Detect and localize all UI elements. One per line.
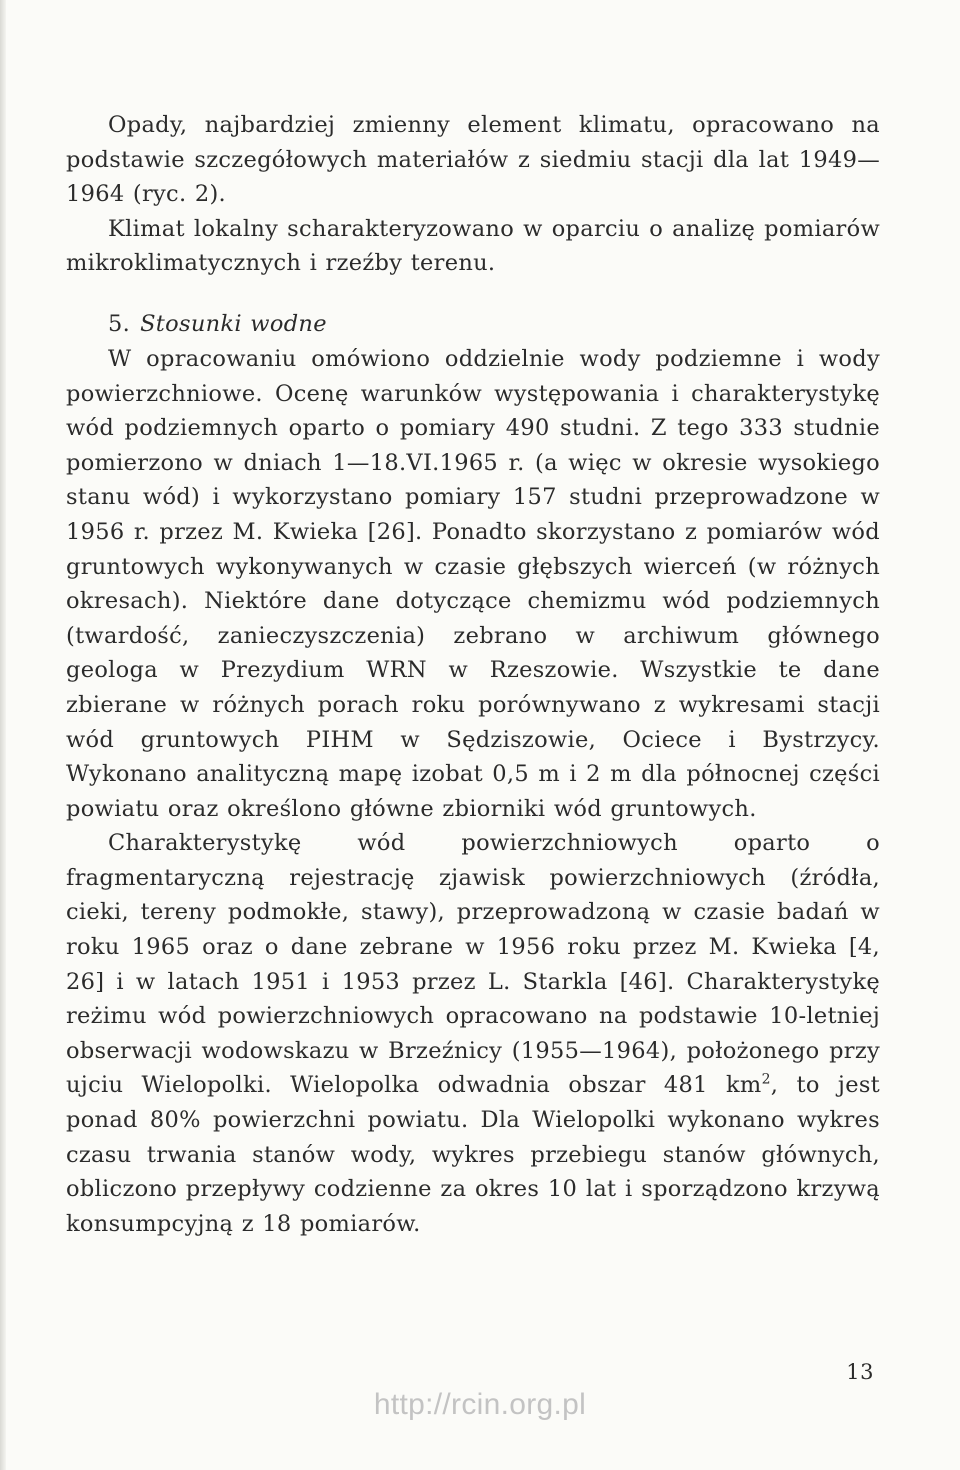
section-number: 5.	[108, 310, 131, 337]
paragraph-surface-water	[66, 826, 880, 1241]
section-title: Stosunki wodne	[140, 310, 327, 337]
paragraph-groundwater: W opracowaniu omówiono oddzielnie wody podziemne i wody powierzchniowe. Ocenę warunków występowania i charakterystykę wód podziemnych oparto o pomiary 490 studni. Z tego 333 studnie pomierzono w dniach 1—18.VI.1965 r. (a więc w okresie wysokiego stanu wód) i wykorzystano pomiary 157 studni przeprowadzone w 1956 r. przez M. Kwieka [26]. Ponadto skorzystano z pomiarów wód gruntowych wykonywanych w czasie głębszych wierceń (w różnych okresach). Niektóre dane dotyczące chemizmu wód podziemnych (twardość, zanieczyszczenia) zebrano w archiwum głównego geologa w Prezydium WRN w Rzeszowie. Wszystkie te dane zbierane w różnych porach roku porównywano z wykresami stacji wód gruntowych PIHM w Sędziszowie, Ociece i Bystrzycy. Wykonano analityczną mapę izobat 0,5 m i 2 m dla północnej części powiatu oraz określono główne zbiorniki wód gruntowych.	[66, 345, 880, 822]
page-number: 13	[846, 1360, 874, 1384]
section-heading	[66, 306, 880, 342]
watermark-url: http://rcin.org.pl	[373, 1388, 587, 1421]
superscript-squared: 2	[761, 1071, 771, 1088]
document-body	[66, 108, 880, 1241]
paragraph-local-climate: Klimat lokalny scharakteryzowano w oparciu o analizę pomiarów mikroklimatycznych i rzeźby terenu.	[66, 215, 880, 277]
paragraph-precipitation: Opady, najbardziej zmienny element klimatu, opracowano na podstawie szczegółowych materiałów z siedmiu stacji dla lat 1949—1964 (ryc. 2).	[66, 112, 880, 208]
page-edge-shadow	[0, 0, 6, 1470]
paragraph-surface-water-part1: Charakterystykę wód powierzchniowych oparto o fragmentaryczną rejestrację zjawisk powierzchniowych (źródła, cieki, tereny podmokłe, stawy), przeprowadzoną w czasie badań w roku 1965 oraz o dane zebrane w 1956 roku przez M. Kwieka [4, 26] i w latach 1951 i 1953 przez L. Starkla [46]. Charakterystykę reżimu wód powierzchniowych opracowano na podstawie 10-letniej obserwacji wodowskazu w Brzeźnicy (1955—1964), położonego przy ujciu Wielopolki. Wielopolka odwadnia obszar 481 km	[66, 830, 880, 1099]
paragraph-surface-water-part2: , to jest ponad 80% powierzchni powiatu. Dla Wielopolki wykonano wykres czasu trwania stanów wody, wykres przebiegu stanów głównych, obliczono przepływy codzienne za okres 10 lat i sporządzono krzywą konsumpcyjną z 18 pomiarów.	[66, 1072, 881, 1237]
